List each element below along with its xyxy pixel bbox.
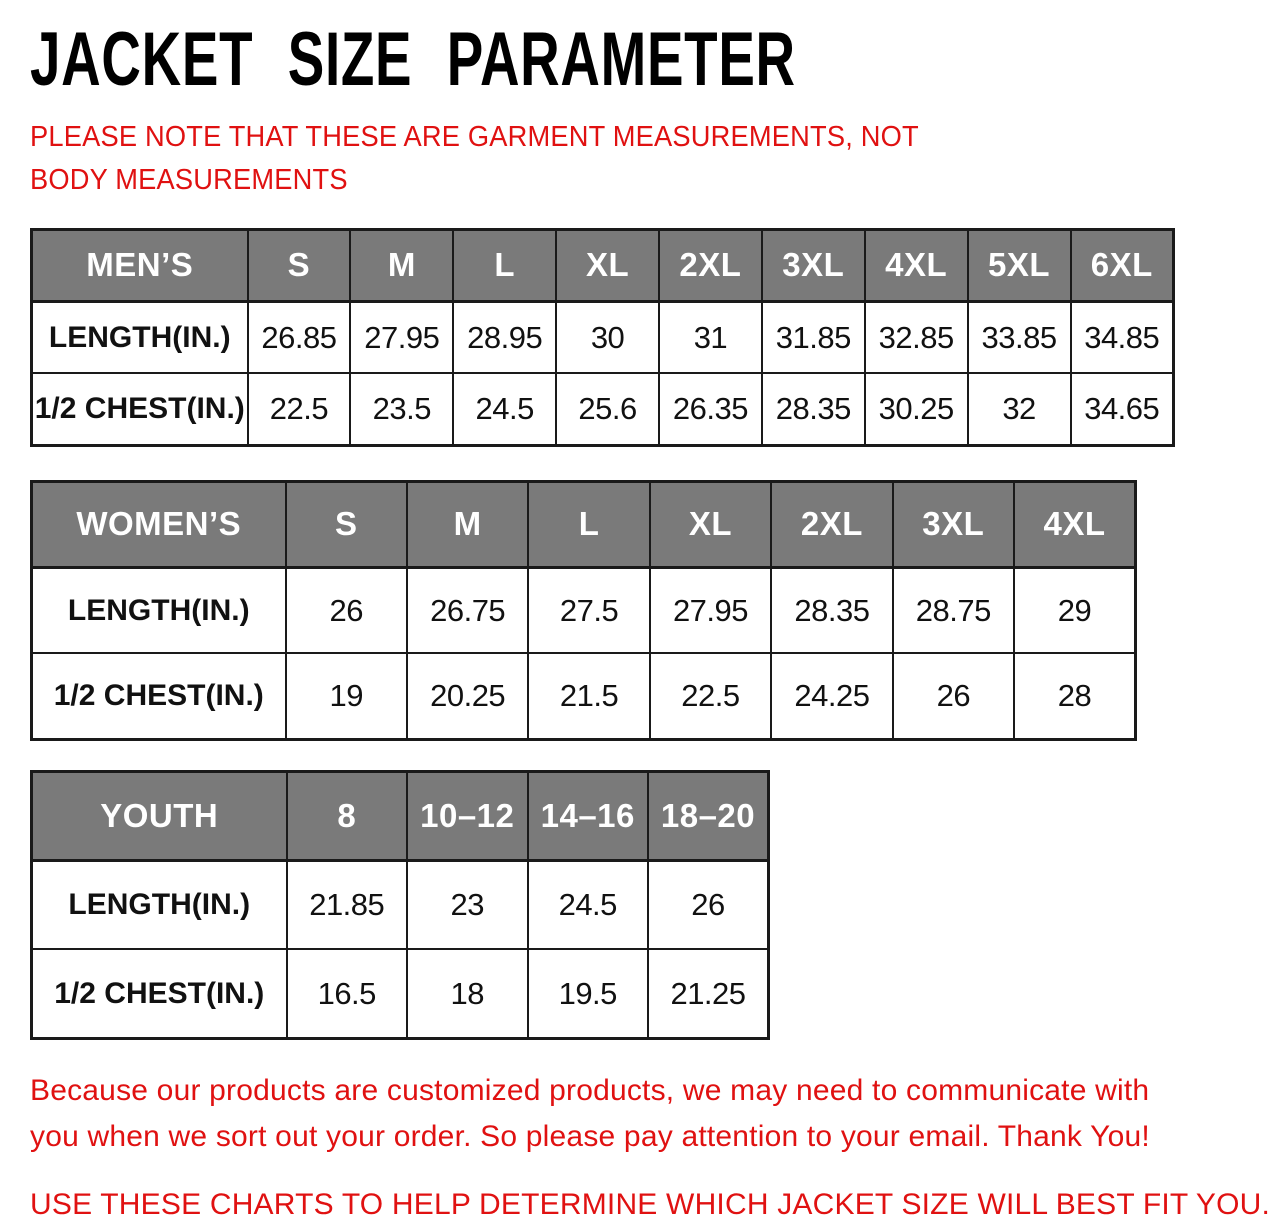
value-cell: 24.25 bbox=[771, 653, 892, 739]
value-cell: 28.35 bbox=[771, 567, 892, 653]
mens-table-title-cell: MEN’S bbox=[32, 229, 248, 301]
table-row bbox=[32, 567, 1136, 653]
row-label-cell: 1/2 CHEST(IN.) bbox=[32, 653, 286, 739]
youth-header-row bbox=[32, 771, 769, 860]
womens-size-table bbox=[30, 480, 1137, 741]
value-cell: 24.5 bbox=[528, 860, 649, 949]
value-cell: 25.6 bbox=[556, 373, 659, 445]
value-cell: 32.85 bbox=[865, 301, 968, 373]
table-row bbox=[32, 949, 769, 1038]
table-row bbox=[32, 301, 1174, 373]
value-cell: 23.5 bbox=[350, 373, 453, 445]
size-header-cell: M bbox=[350, 229, 453, 301]
value-cell: 27.5 bbox=[528, 567, 649, 653]
value-cell: 23 bbox=[407, 860, 528, 949]
value-cell: 30 bbox=[556, 301, 659, 373]
garment-measurement-note: PLEASE NOTE THAT THESE ARE GARMENT MEASUREMENTS, NOT BODY MEASUREMENTS bbox=[30, 121, 919, 196]
value-cell: 19 bbox=[286, 653, 407, 739]
table-row bbox=[32, 373, 1174, 445]
value-cell: 32 bbox=[968, 373, 1071, 445]
table-row bbox=[32, 860, 769, 949]
value-cell: 26 bbox=[286, 567, 407, 653]
row-label-cell: LENGTH(IN.) bbox=[32, 567, 286, 653]
row-label-cell: 1/2 CHEST(IN.) bbox=[32, 373, 248, 445]
value-cell: 21.85 bbox=[287, 860, 408, 949]
value-cell: 27.95 bbox=[650, 567, 771, 653]
value-cell: 31.85 bbox=[762, 301, 865, 373]
value-cell: 16.5 bbox=[287, 949, 408, 1038]
size-header-cell: 18–20 bbox=[648, 771, 769, 860]
womens-header-row bbox=[32, 481, 1136, 567]
row-label-cell: LENGTH(IN.) bbox=[32, 301, 248, 373]
size-header-cell: S bbox=[286, 481, 407, 567]
value-cell: 27.95 bbox=[350, 301, 453, 373]
size-header-cell: 3XL bbox=[762, 229, 865, 301]
value-cell: 31 bbox=[659, 301, 762, 373]
value-cell: 33.85 bbox=[968, 301, 1071, 373]
value-cell: 19.5 bbox=[528, 949, 649, 1038]
page-title: JACKET SIZE PARAMETER bbox=[30, 17, 796, 102]
mens-size-table bbox=[30, 228, 1175, 447]
size-header-cell: 8 bbox=[287, 771, 408, 860]
value-cell: 34.85 bbox=[1071, 301, 1174, 373]
size-header-cell: M bbox=[407, 481, 528, 567]
value-cell: 26.85 bbox=[248, 301, 351, 373]
size-header-cell: XL bbox=[556, 229, 659, 301]
value-cell: 24.5 bbox=[453, 373, 556, 445]
value-cell: 21.25 bbox=[648, 949, 769, 1038]
value-cell: 26.75 bbox=[407, 567, 528, 653]
value-cell: 18 bbox=[407, 949, 528, 1038]
size-header-cell: XL bbox=[650, 481, 771, 567]
value-cell: 21.5 bbox=[528, 653, 649, 739]
size-header-cell: 10–12 bbox=[407, 771, 528, 860]
chart-usage-note: USE THESE CHARTS TO HELP DETERMINE WHICH JACKET SIZE WILL BEST FIT YOU. bbox=[30, 1187, 1270, 1221]
youth-table-title-cell: YOUTH bbox=[32, 771, 287, 860]
value-cell: 28.35 bbox=[762, 373, 865, 445]
row-label-cell: LENGTH(IN.) bbox=[32, 860, 287, 949]
mens-header-row bbox=[32, 229, 1174, 301]
womens-table-title-cell: WOMEN’S bbox=[32, 481, 286, 567]
value-cell: 30.25 bbox=[865, 373, 968, 445]
value-cell: 26 bbox=[648, 860, 769, 949]
size-header-cell: L bbox=[453, 229, 556, 301]
value-cell: 22.5 bbox=[248, 373, 351, 445]
customization-notice: Because our products are customized products, we may need to communicate with you when we sort out your order. So please pay attention to your email. Thank You! bbox=[30, 1073, 1150, 1154]
value-cell: 26 bbox=[893, 653, 1014, 739]
table-row bbox=[32, 653, 1136, 739]
value-cell: 28.75 bbox=[893, 567, 1014, 653]
value-cell: 28.95 bbox=[453, 301, 556, 373]
value-cell: 26.35 bbox=[659, 373, 762, 445]
size-header-cell: 4XL bbox=[865, 229, 968, 301]
youth-size-table bbox=[30, 770, 770, 1040]
row-label-cell: 1/2 CHEST(IN.) bbox=[32, 949, 287, 1038]
value-cell: 28 bbox=[1014, 653, 1135, 739]
size-header-cell: 6XL bbox=[1071, 229, 1174, 301]
value-cell: 34.65 bbox=[1071, 373, 1174, 445]
size-header-cell: 3XL bbox=[893, 481, 1014, 567]
size-header-cell: 2XL bbox=[771, 481, 892, 567]
value-cell: 20.25 bbox=[407, 653, 528, 739]
size-header-cell: 2XL bbox=[659, 229, 762, 301]
size-header-cell: 14–16 bbox=[528, 771, 649, 860]
size-header-cell: 5XL bbox=[968, 229, 1071, 301]
value-cell: 29 bbox=[1014, 567, 1135, 653]
size-header-cell: S bbox=[248, 229, 351, 301]
value-cell: 22.5 bbox=[650, 653, 771, 739]
size-chart-page bbox=[0, 17, 1270, 1222]
size-header-cell: 4XL bbox=[1014, 481, 1135, 567]
size-header-cell: L bbox=[528, 481, 649, 567]
